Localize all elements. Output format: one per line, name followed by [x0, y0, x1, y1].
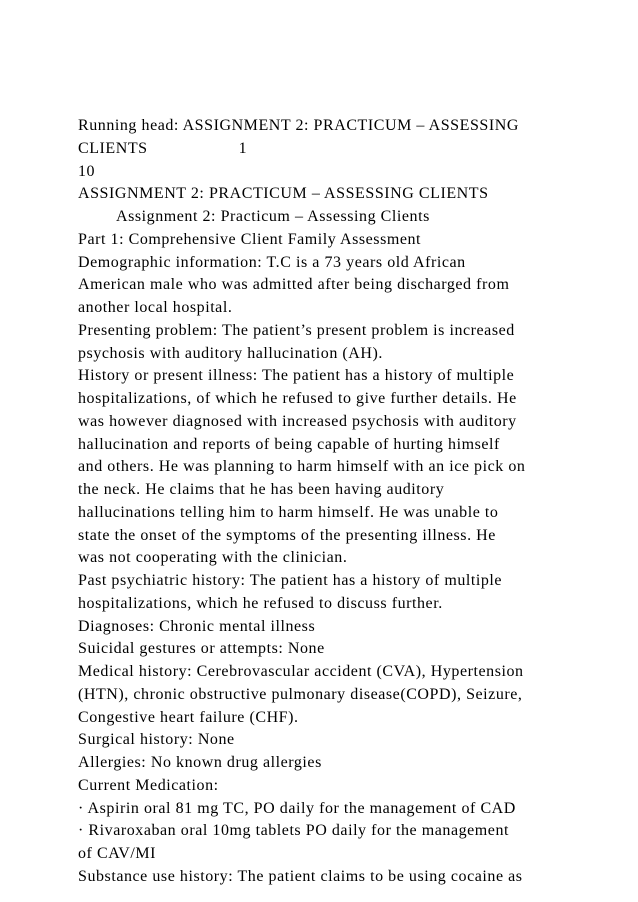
text-line: American male who was admitted after being discharged from	[78, 276, 510, 294]
text-line: hallucination and reports of being capable of hurting himself	[78, 435, 500, 453]
text-line: (HTN), chronic obstructive pulmonary disease(COPD), Seizure,	[78, 685, 523, 703]
list-item-continued: of CAV/MI	[78, 845, 156, 862]
text-line: Medical history: Cerebrovascular accident (CVA), Hypertension	[78, 663, 524, 680]
list-item: · Rivaroxaban oral 10mg tablets PO daily for the management	[78, 822, 510, 840]
text-line: Suicidal gestures or attempts: None	[78, 640, 325, 658]
text-line: History or present illness: The patient has a history of multiple	[78, 367, 515, 385]
text-line: Past psychiatric history: The patient has a history of multiple	[78, 572, 503, 589]
text-line: was not cooperating with the clinician.	[78, 549, 348, 567]
text-line: Diagnoses: Chronic mental illness	[78, 617, 316, 635]
text-line: Current Medication:	[78, 776, 219, 794]
text-line: Demographic information: T.C is a 73 years old African	[78, 253, 466, 271]
running-head-continued: CLIENTS 1	[78, 139, 248, 157]
list-item: · Aspirin oral 81 mg TC, PO daily for the management of CAD	[78, 799, 516, 817]
text-line: Surgical history: None	[78, 731, 235, 749]
document-text	[78, 115, 578, 889]
text-line: Presenting problem: The patient’s present problem is increased	[78, 321, 515, 339]
text-line: hospitalizations, which he refused to discuss further.	[78, 594, 443, 612]
text-line: state the onset of the symptoms of the presenting illness. He	[78, 526, 496, 544]
document-subtitle: Assignment 2: Practicum – Assessing Clients	[116, 208, 430, 225]
text-line: Congestive heart failure (CHF).	[78, 708, 299, 726]
document-title: ASSIGNMENT 2: PRACTICUM – ASSESSING CLIENTS	[78, 185, 489, 203]
text-line: was however diagnosed with increased psychosis with auditory	[78, 412, 517, 430]
text-line: hallucinations telling him to harm himself. He was unable to	[78, 503, 499, 521]
text-line: another local hospital.	[78, 299, 233, 316]
text-line: Substance use history: The patient claims to be using cocaine as	[78, 867, 523, 885]
running-head: Running head: ASSIGNMENT 2: PRACTICUM – ASSESSING	[78, 117, 519, 134]
text-line: psychosis with auditory hallucination (AH).	[78, 344, 383, 362]
page-number: 10	[78, 162, 96, 180]
text-line: hospitalizations, of which he refused to give further details. He	[78, 390, 517, 407]
text-line: Allergies: No known drug allergies	[78, 754, 322, 771]
text-line: the neck. He claims that he has been having auditory	[78, 481, 445, 498]
section-heading: Part 1: Comprehensive Client Family Assessment	[78, 230, 422, 248]
text-line: and others. He was planning to harm himself with an ice pick on	[78, 458, 526, 476]
